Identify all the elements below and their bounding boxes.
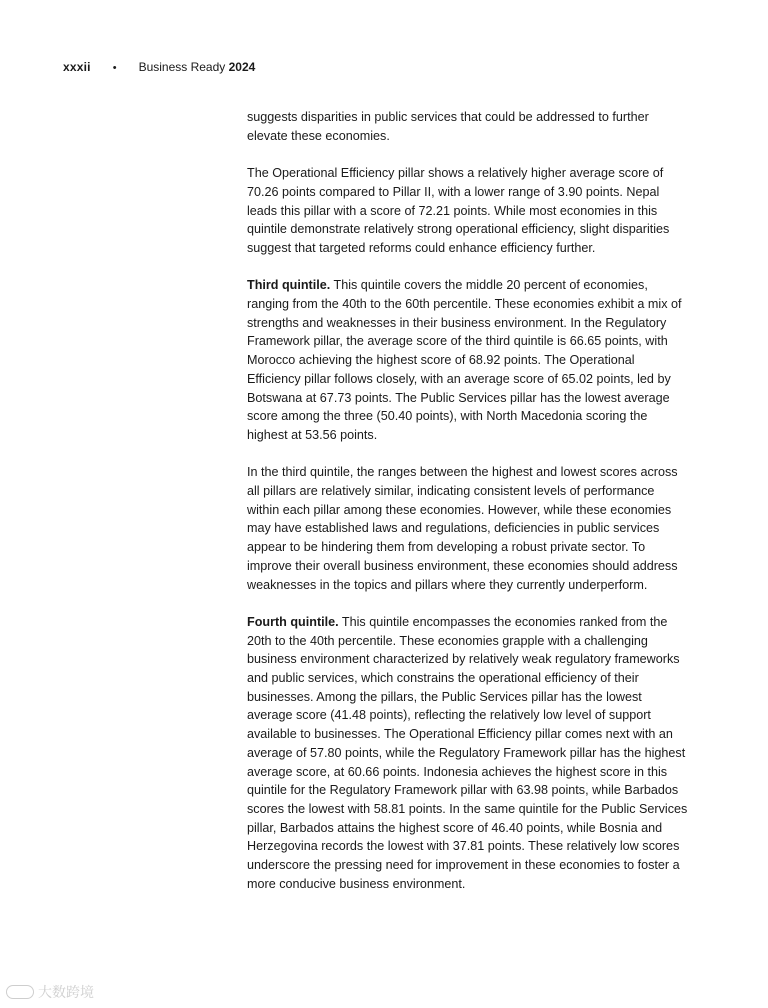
watermark — [6, 982, 94, 1002]
watermark-logo-icon — [6, 985, 34, 999]
paragraph-text: This quintile covers the middle 20 percent of economies, ranging from the 40th to the 60th percentile. These economies exhibit a mix of strengths and weaknesses in their business environment. In the Regulatory Framework pillar, the average score of the third quintile is 66.65 points, with Morocco achieving the highest score of 68.92 points. The Operational Efficiency pillar follows closely, with an average score of 65.02 points, led by Botswana at 67.73 points. The Public Services pillar has the lowest average score among the three (50.40 points), with North Macedonia scoring the highest at 53.56 points. — [247, 278, 682, 442]
publication-year: 2024 — [228, 60, 256, 74]
body-text — [247, 108, 689, 912]
watermark-text: 大数跨境 — [38, 984, 94, 1000]
paragraph — [247, 108, 689, 145]
paragraph — [247, 276, 689, 444]
publication-title: Business Ready — [138, 60, 226, 74]
paragraph-lead: Fourth quintile. — [247, 614, 339, 629]
paragraph — [247, 463, 689, 594]
paragraph-text: This quintile encompasses the economies ranked from the 20th to the 40th percentile. These economies grapple with a challenging business environment characterized by relatively weak regulatory frameworks and public services, which constrains the operational efficiency of their businesses. Among the pillars, the Public Services pillar has the lowest average score (41.48 points), reflecting the relatively low level of support available to businesses. The Operational Efficiency pillar comes next with an average of 57.80 points, while the Regulatory Framework pillar has the highest average score, at 60.66 points. Indonesia achieves the highest score in this quintile for the Regulatory Framework pillar with 63.98 points, while Barbados scores the lowest with 58.81 points. In the same quintile for the Public Services pillar, Barbados attains the highest score of 46.40 points, while Bosnia and Herzegovina records the lowest with 37.81 points. These relatively low scores underscore the pressing need for improvement in these economies to foster a more conducive business environment. — [247, 614, 688, 891]
paragraph — [247, 613, 689, 894]
page-number: xxxii — [63, 60, 91, 74]
running-header — [63, 59, 255, 76]
paragraph-text: suggests disparities in public services that could be addressed to further elevate these economies. — [247, 110, 649, 143]
header-bullet: • — [112, 62, 117, 74]
paragraph-text: The Operational Efficiency pillar shows a relatively higher average score of 70.26 points compared to Pillar II, with a lower range of 3.90 points. Nepal leads this pillar with a score of 72.21 points. While most economies in this quintile demonstrate relatively strong operational efficiency, slight disparities suggest that targeted reforms could enhance efficiency further. — [247, 166, 670, 255]
paragraph-lead: Third quintile. — [247, 278, 331, 293]
paragraph-text: In the third quintile, the ranges between the highest and lowest scores across all pillars are relatively similar, indicating consistent levels of performance within each pillar among these economies. However, while these economies may have established laws and regulations, deficiencies in public services appear to be hindering them from developing a robust private sector. To improve their overall business environment, these economies should address weaknesses in the topics and pillars where they currently underperform. — [247, 465, 678, 592]
paragraph — [247, 164, 689, 258]
